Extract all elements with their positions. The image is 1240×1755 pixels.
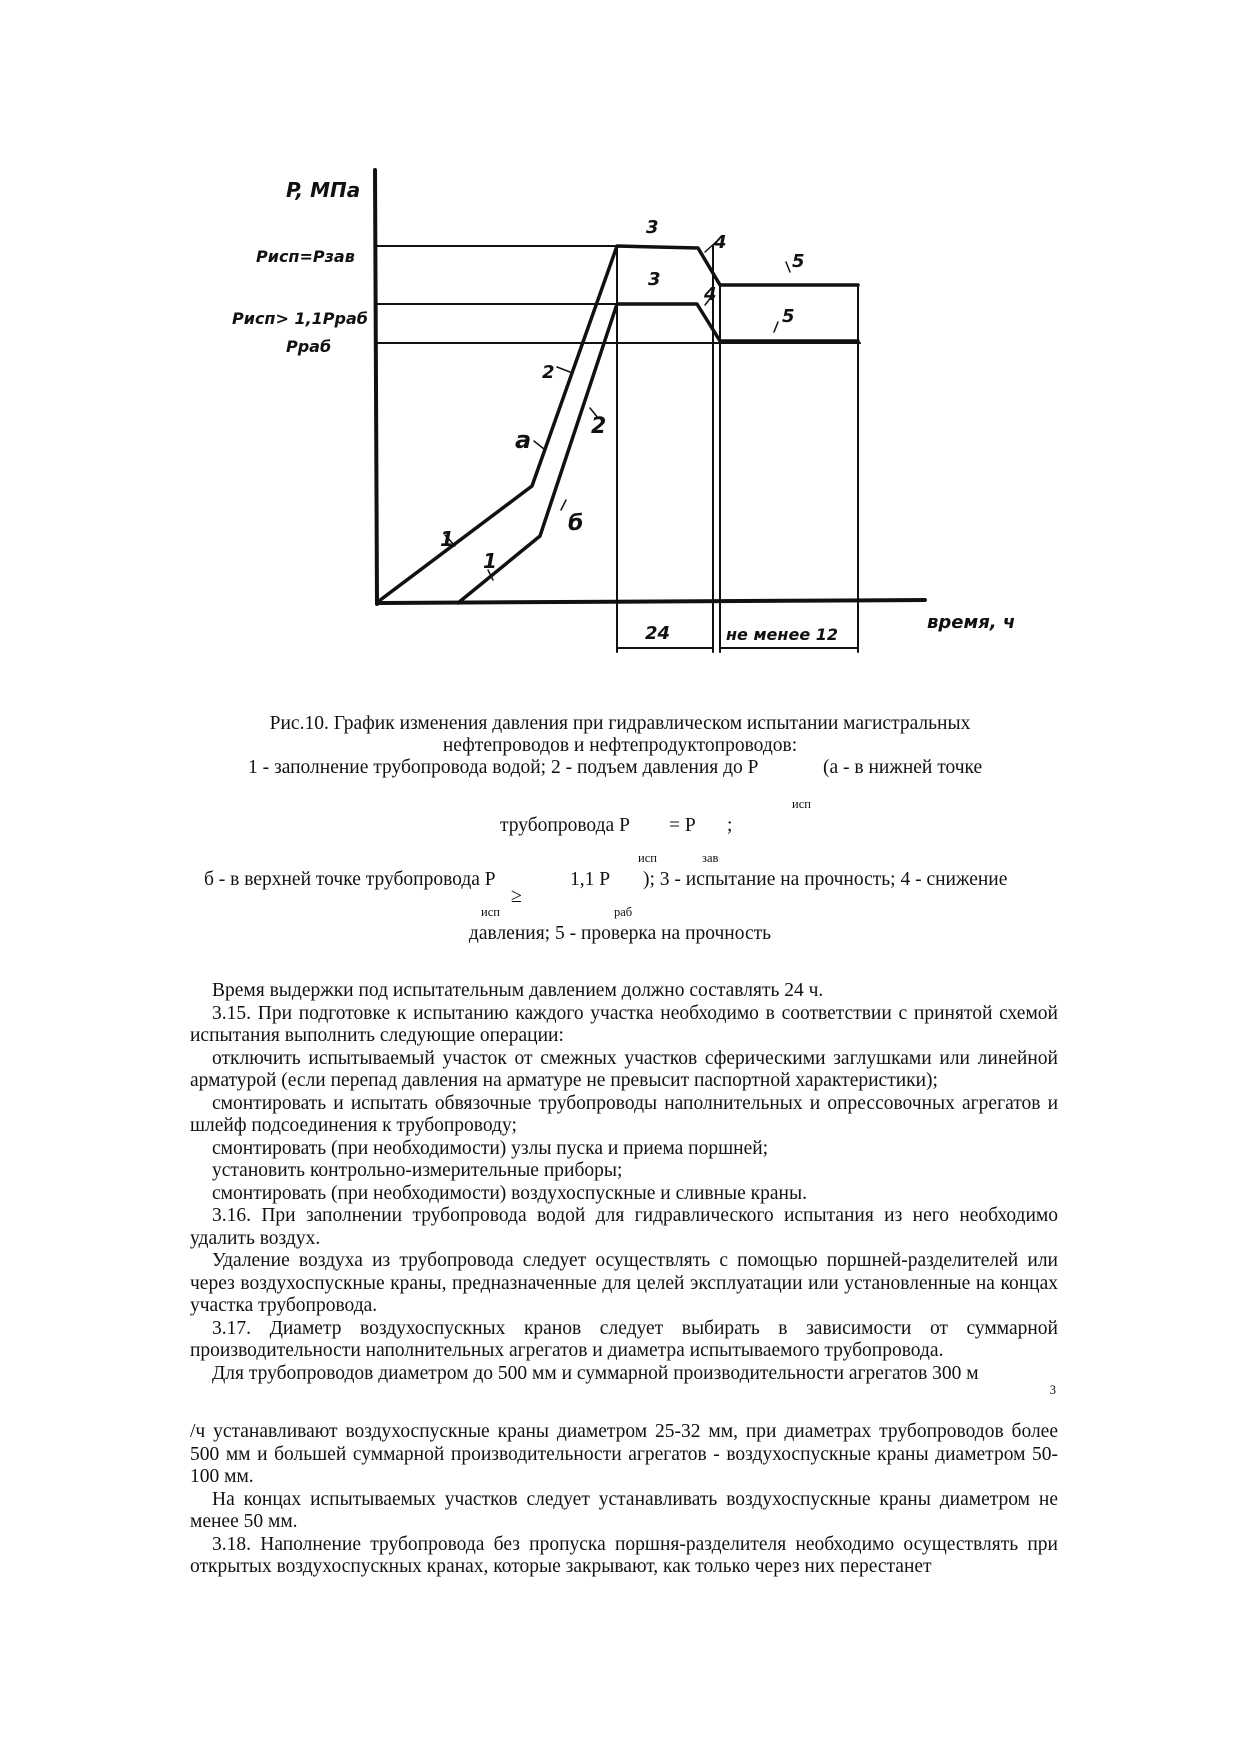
curve-label-4-top: 4	[714, 232, 727, 253]
curve-label-4-bot: 4	[704, 284, 717, 305]
interval-24: 24	[645, 623, 671, 644]
caption-line-6: давления; 5 - проверка на прочность	[468, 923, 772, 944]
superscript-3: 3	[1049, 1383, 1056, 1397]
label-p-rab: Pраб	[286, 337, 332, 356]
curve-label-1-a: 1	[440, 527, 454, 551]
caption-line-4c: ;	[727, 815, 733, 836]
paragraph: 3.16. При заполнении трубопровода водой для гидравлического испытания из него необходимо удалить воздух.	[190, 1205, 1058, 1249]
paragraph: установить контрольно-измерительные приборы;	[212, 1160, 623, 1181]
paragraph: На концах испытываемых участков следует устанавливать воздухоспускные краны диаметром не менее 50 мм.	[190, 1488, 1058, 1532]
caption-sub-isp-3: исп	[481, 905, 500, 919]
caption-line-1: Рис.10. График изменения давления при гидравлическом испытании магистральных	[269, 713, 971, 734]
caption-line-2: нефтепроводов и нефтепродуктопроводов:	[442, 735, 798, 756]
leader-2a	[557, 367, 570, 372]
curve-label-a: а	[515, 426, 532, 454]
leader-5b	[774, 322, 778, 332]
caption-ge-symbol: ≥	[511, 885, 522, 907]
paragraph: 3.15. При подготовке к испытанию каждого участка необходимо в соответствии с принятой схемой испытания выполнить следующие операции:	[190, 1002, 1058, 1046]
caption-line-3b: (а - в нижней точке	[823, 757, 983, 778]
label-p-isp-ge: Pисп> 1,1Pраб	[232, 309, 368, 328]
caption-line-5c: ); 3 - испытание на прочность; 4 - снижение	[643, 869, 1008, 890]
caption-sub-isp-1: исп	[792, 797, 811, 811]
curve-label-2-a: 2	[542, 362, 555, 383]
paragraph-spacer	[190, 1385, 1058, 1421]
curve-label-5-top: 5	[792, 251, 805, 272]
curve-label-3-bot: 3	[648, 269, 661, 290]
leader-5a	[786, 262, 790, 272]
caption-line-5a: б - в верхней точке трубопровода P	[204, 869, 496, 890]
paragraph: 3.17. Диаметр воздухоспускных кранов следует выбирать в зависимости от суммарной производительности наполнительных агрегатов и диаметра испытываемого трубопровода.	[190, 1317, 1058, 1361]
paragraph: отключить испытываемый участок от смежных участков сферическими заглушками или линейной арматурой (если перепад давления на арматуре не превысит паспортной характеристики);	[190, 1047, 1058, 1091]
curve-label-b: б	[568, 511, 584, 536]
curve-label-5-bot: 5	[782, 306, 795, 327]
pressure-test-figure	[0, 0, 1240, 680]
paragraph: /ч устанавливают воздухоспускные краны диаметром 25-32 мм, при диаметрах трубопроводов более 500 мм и большей суммарной производительности агрегатов - воздухоспускные краны диаметром 50-100 мм.	[190, 1421, 1058, 1487]
curve-label-3-top: 3	[646, 217, 659, 238]
leader-b	[561, 500, 566, 510]
y-axis-label: P, МПа	[286, 178, 361, 202]
paragraph: смонтировать и испытать обвязочные трубопроводы наполнительных и опрессовочных агрегатов и шлейф подсоединения к трубопроводу;	[190, 1092, 1058, 1136]
paragraph: 3.18. Наполнение трубопровода без пропуска поршня-разделителя необходимо осуществлять при открытых воздухоспускных кранах, которые закрывают, как только через них перестанет	[190, 1533, 1058, 1577]
paragraph: смонтировать (при необходимости) воздухоспускные и сливные краны.	[212, 1182, 807, 1204]
x-axis-label: время, ч	[927, 612, 1016, 633]
label-p-isp-zav: Pисп=Pзав	[256, 247, 355, 266]
leader-a	[534, 441, 544, 449]
curve-label-1-b: 1	[483, 549, 497, 573]
paragraph: Время выдержки под испытательным давлением должно составлять 24 ч.	[212, 980, 824, 1001]
caption-sub-rab: раб	[614, 905, 633, 919]
caption-sub-isp-2: исп	[638, 851, 657, 865]
paragraph: Для трубопроводов диаметром до 500 мм и суммарной производительности агрегатов 300 м	[212, 1362, 979, 1384]
caption-sub-zav: зав	[702, 851, 719, 865]
paragraph: Удаление воздуха из трубопровода следует осуществлять с помощью поршней-разделителей или через воздухоспускные краны, предназначенные для целей эксплуатации или установленные на концах участка трубопровода.	[190, 1250, 1058, 1316]
interval-12: не менее 12	[726, 625, 838, 644]
curve-label-2-b: 2	[591, 414, 607, 439]
body-text	[190, 980, 1058, 1579]
y-axis	[375, 170, 377, 604]
caption-line-5b: 1,1 P	[570, 869, 611, 890]
paragraph: смонтировать (при необходимости) узлы пуска и приема поршней;	[212, 1137, 769, 1159]
caption-line-4a: трубопровода P	[500, 815, 630, 836]
caption-line-4b: = P	[669, 815, 696, 836]
caption-line-3: 1 - заполнение трубопровода водой; 2 - подъем давления до P	[248, 757, 759, 778]
